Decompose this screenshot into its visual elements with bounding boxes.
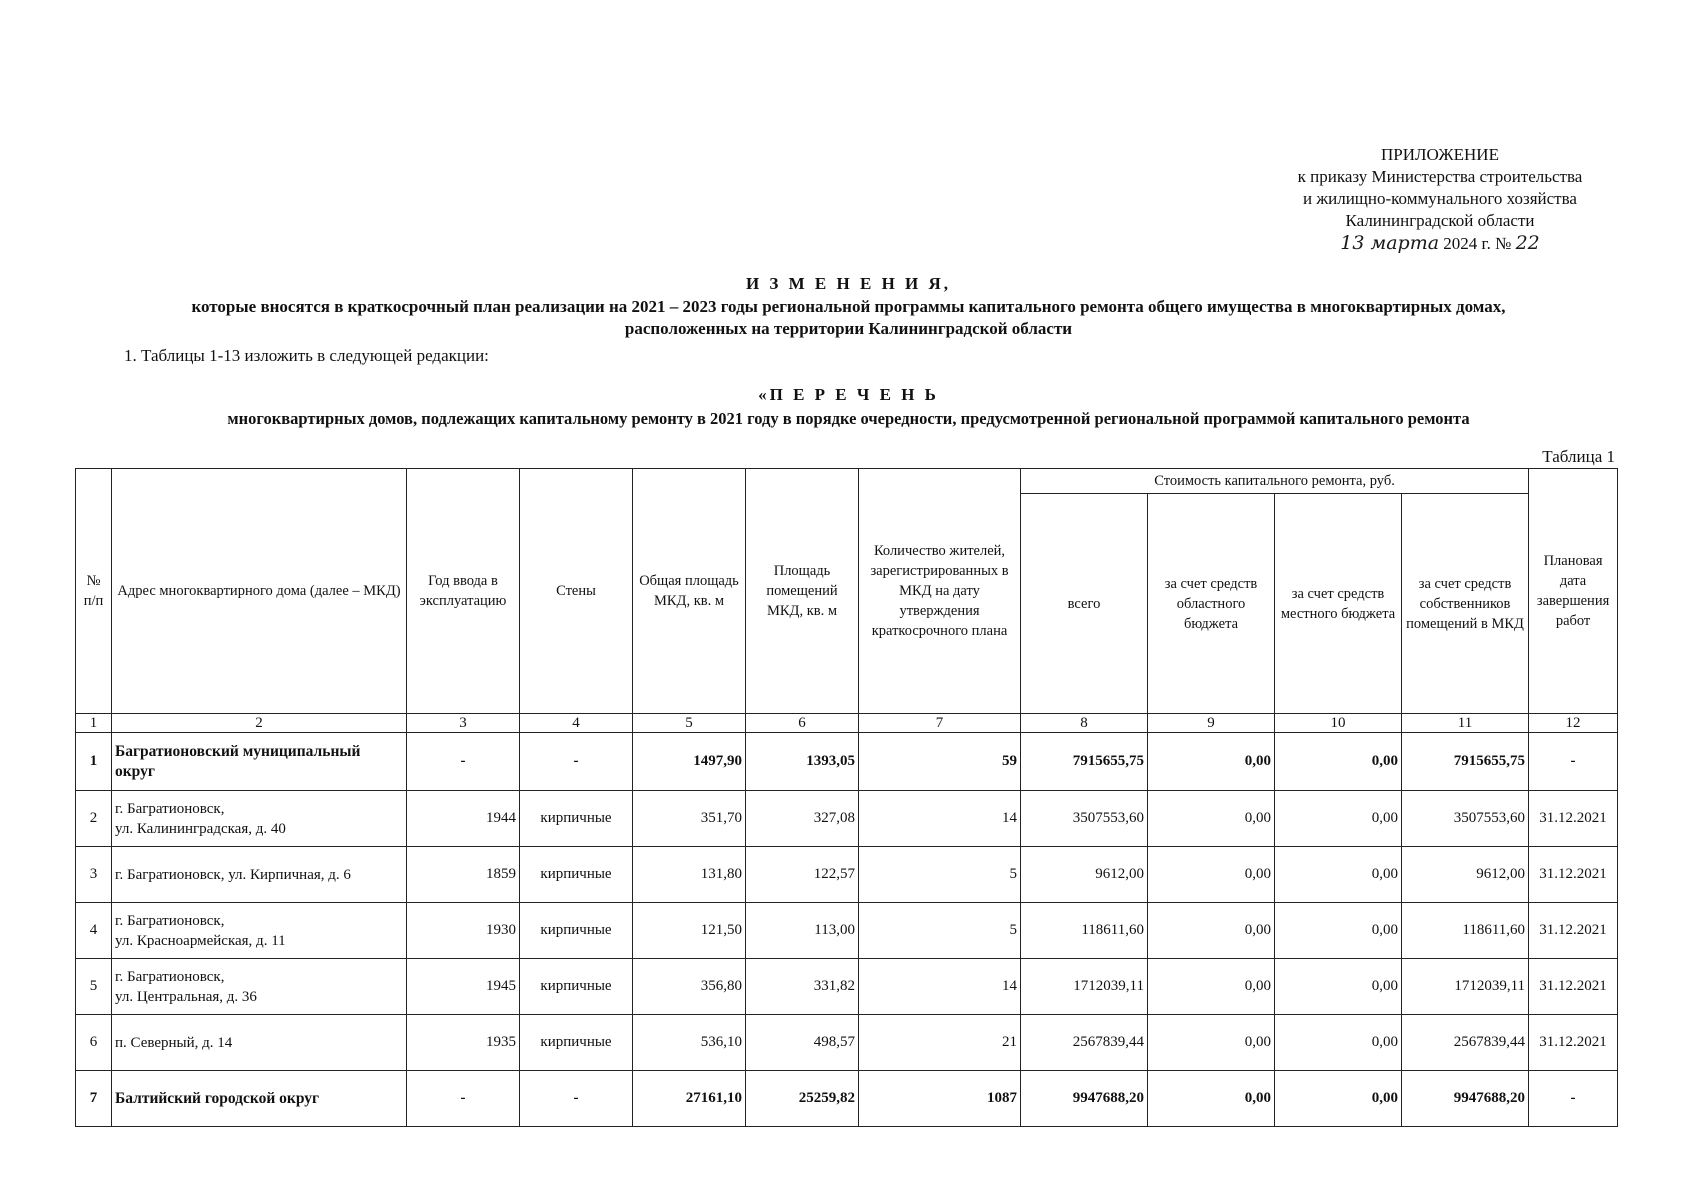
cell-year: 1944 — [407, 791, 520, 847]
cell-cost-regional: 0,00 — [1148, 1071, 1275, 1127]
appendix-line-1: к приказу Министерства строительства — [1297, 167, 1583, 186]
address-line-2: ул. Калининградская, д. 40 — [115, 820, 286, 837]
cell-completion-date: 31.12.2021 — [1529, 791, 1618, 847]
table-row — [76, 1015, 1618, 1071]
cell-address — [112, 1015, 407, 1071]
cell-cost-local: 0,00 — [1275, 959, 1402, 1015]
appendix-title: ПРИЛОЖЕНИЕ — [1381, 145, 1499, 164]
cell-num: 2 — [76, 791, 112, 847]
header-cost-group: Стоимость капитального ремонта, руб. — [1021, 469, 1529, 494]
cell-cost-regional: 0,00 — [1148, 847, 1275, 903]
cell-premises-area: 25259,82 — [746, 1071, 859, 1127]
cell-cost-local: 0,00 — [1275, 847, 1402, 903]
column-number: 1 — [76, 714, 112, 733]
cell-premises-area: 327,08 — [746, 791, 859, 847]
column-number: 7 — [859, 714, 1021, 733]
appendix-block — [1250, 144, 1630, 256]
cell-year: 1930 — [407, 903, 520, 959]
cell-cost-total: 7915655,75 — [1021, 733, 1148, 791]
column-number: 6 — [746, 714, 859, 733]
header-completion: Плановая дата завершения работ — [1529, 469, 1618, 714]
cell-total-area: 356,80 — [633, 959, 746, 1015]
cell-residents: 21 — [859, 1015, 1021, 1071]
cell-residents: 5 — [859, 903, 1021, 959]
header-cost-total: всего — [1021, 494, 1148, 714]
cell-total-area: 536,10 — [633, 1015, 746, 1071]
cell-cost-total: 1712039,11 — [1021, 959, 1148, 1015]
address-line-2: ул. Центральная, д. 36 — [115, 988, 257, 1005]
appendix-line-2: и жилищно-коммунального хозяйства — [1303, 189, 1577, 208]
cell-year: 1945 — [407, 959, 520, 1015]
column-number: 2 — [112, 714, 407, 733]
cell-num: 5 — [76, 959, 112, 1015]
cell-completion-date: 31.12.2021 — [1529, 1015, 1618, 1071]
cell-cost-total: 3507553,60 — [1021, 791, 1148, 847]
cell-year: - — [407, 733, 520, 791]
cell-residents: 14 — [859, 791, 1021, 847]
table-header-row-1 — [76, 469, 1618, 494]
address-line-2: ул. Красноармейская, д. 11 — [115, 932, 286, 949]
cell-cost-regional: 0,00 — [1148, 791, 1275, 847]
appendix-line-3: Калининградской области — [1345, 211, 1535, 230]
header-total-area: Общая площадь МКД, кв. м — [633, 469, 746, 714]
table-label: Таблица 1 — [1542, 447, 1615, 466]
cell-walls: кирпичные — [520, 1015, 633, 1071]
cell-year: 1859 — [407, 847, 520, 903]
cell-residents: 5 — [859, 847, 1021, 903]
cell-num: 6 — [76, 1015, 112, 1071]
cell-cost-local: 0,00 — [1275, 1071, 1402, 1127]
cell-cost-regional: 0,00 — [1148, 959, 1275, 1015]
cell-residents: 1087 — [859, 1071, 1021, 1127]
address-line-1: г. Багратионовск, — [115, 968, 225, 985]
cell-completion-date: - — [1529, 1071, 1618, 1127]
repair-table — [75, 468, 1618, 1127]
cell-premises-area: 1393,05 — [746, 733, 859, 791]
header-address: Адрес многоквартирного дома (далее – МКД) — [112, 469, 407, 714]
address-line-1: г. Багратионовск, — [115, 800, 225, 817]
cell-total-area: 27161,10 — [633, 1071, 746, 1127]
cell-year: - — [407, 1071, 520, 1127]
column-number: 5 — [633, 714, 746, 733]
header-residents: Количество жителей, зарегистрированных в МКД на дату утверждения краткосрочного плана — [859, 469, 1021, 714]
cell-cost-local: 0,00 — [1275, 1015, 1402, 1071]
cell-cost-total: 9612,00 — [1021, 847, 1148, 903]
order-date-handwritten: 13 марта — [1340, 232, 1440, 254]
cell-premises-area: 122,57 — [746, 847, 859, 903]
header-premises-area: Площадь помещений МКД, кв. м — [746, 469, 859, 714]
cell-completion-date: - — [1529, 733, 1618, 791]
cell-cost-owners: 7915655,75 — [1402, 733, 1529, 791]
address-line-1: п. Северный, д. 14 — [115, 1034, 233, 1051]
changes-subtitle — [60, 296, 1637, 340]
address-line-2: округ — [115, 762, 155, 780]
column-number: 12 — [1529, 714, 1618, 733]
cell-address — [112, 959, 407, 1015]
column-number: 11 — [1402, 714, 1529, 733]
column-numbers-row — [76, 714, 1618, 733]
cell-walls: - — [520, 733, 633, 791]
cell-total-area: 351,70 — [633, 791, 746, 847]
cell-cost-owners: 3507553,60 — [1402, 791, 1529, 847]
changes-subtitle-line-1: которые вносятся в краткосрочный план реализации на 2021 – 2023 годы региональной программы капитального ремонта общего имущества в многоквартирных домах, — [191, 297, 1506, 316]
cell-premises-area: 113,00 — [746, 903, 859, 959]
cell-total-area: 1497,90 — [633, 733, 746, 791]
cell-total-area: 121,50 — [633, 903, 746, 959]
cell-address — [112, 791, 407, 847]
cell-num: 4 — [76, 903, 112, 959]
header-year: Год ввода в эксплуатацию — [407, 469, 520, 714]
cell-cost-owners: 9947688,20 — [1402, 1071, 1529, 1127]
column-number: 8 — [1021, 714, 1148, 733]
cell-completion-date: 31.12.2021 — [1529, 959, 1618, 1015]
cell-walls: кирпичные — [520, 791, 633, 847]
address-line-1: Багратионовский муниципальный — [115, 742, 361, 760]
cell-residents: 59 — [859, 733, 1021, 791]
order-year-text: 2024 г. № — [1443, 234, 1512, 253]
cell-num: 1 — [76, 733, 112, 791]
cell-cost-total: 118611,60 — [1021, 903, 1148, 959]
order-date-line — [1250, 232, 1630, 256]
cell-cost-owners: 1712039,11 — [1402, 959, 1529, 1015]
cell-address — [112, 1071, 407, 1127]
changes-title: И З М Е Н Е Н И Я, — [745, 274, 952, 293]
cell-residents: 14 — [859, 959, 1021, 1015]
table-row — [76, 1071, 1618, 1127]
cell-address — [112, 733, 407, 791]
table-row — [76, 959, 1618, 1015]
table-row — [76, 791, 1618, 847]
table-row — [76, 847, 1618, 903]
list-title: «П Е Р Е Ч Е Н Ь — [758, 385, 939, 404]
changes-subtitle-line-2: расположенных на территории Калининградской области — [624, 319, 1073, 338]
cell-completion-date: 31.12.2021 — [1529, 847, 1618, 903]
cell-walls: кирпичные — [520, 847, 633, 903]
cell-total-area: 131,80 — [633, 847, 746, 903]
intro-paragraph: 1. Таблицы 1-13 изложить в следующей редакции: — [124, 346, 489, 365]
cell-premises-area: 331,82 — [746, 959, 859, 1015]
column-number: 3 — [407, 714, 520, 733]
cell-cost-regional: 0,00 — [1148, 733, 1275, 791]
cell-cost-regional: 0,00 — [1148, 1015, 1275, 1071]
column-number: 4 — [520, 714, 633, 733]
cell-cost-owners: 2567839,44 — [1402, 1015, 1529, 1071]
table-row — [76, 903, 1618, 959]
table-row — [76, 733, 1618, 791]
cell-year: 1935 — [407, 1015, 520, 1071]
column-number: 10 — [1275, 714, 1402, 733]
cell-premises-area: 498,57 — [746, 1015, 859, 1071]
cell-cost-total: 2567839,44 — [1021, 1015, 1148, 1071]
header-cost-owners: за счет средств собственников помещений в МКД — [1402, 494, 1529, 714]
address-line-1: г. Багратионовск, — [115, 912, 225, 929]
address-line-1: Балтийский городской округ — [115, 1089, 320, 1107]
list-subtitle: многоквартирных домов, подлежащих капитальному ремонту в 2021 году в порядке очередности, предусмотренной региональной программой капитального ремонта — [227, 409, 1470, 428]
header-walls: Стены — [520, 469, 633, 714]
cell-completion-date: 31.12.2021 — [1529, 903, 1618, 959]
address-line-1: г. Багратионовск, ул. Кирпичная, д. 6 — [115, 866, 351, 883]
cell-address — [112, 847, 407, 903]
cell-walls: кирпичные — [520, 903, 633, 959]
cell-cost-regional: 0,00 — [1148, 903, 1275, 959]
cell-cost-local: 0,00 — [1275, 791, 1402, 847]
cell-cost-owners: 118611,60 — [1402, 903, 1529, 959]
header-num: № п/п — [76, 469, 112, 714]
cell-cost-local: 0,00 — [1275, 903, 1402, 959]
cell-num: 3 — [76, 847, 112, 903]
cell-cost-local: 0,00 — [1275, 733, 1402, 791]
order-number-handwritten: 22 — [1515, 232, 1540, 254]
cell-walls: - — [520, 1071, 633, 1127]
cell-cost-total: 9947688,20 — [1021, 1071, 1148, 1127]
header-cost-local: за счет средств местного бюджета — [1275, 494, 1402, 714]
cell-num: 7 — [76, 1071, 112, 1127]
header-cost-regional: за счет средств областного бюджета — [1148, 494, 1275, 714]
cell-walls: кирпичные — [520, 959, 633, 1015]
column-number: 9 — [1148, 714, 1275, 733]
cell-address — [112, 903, 407, 959]
cell-cost-owners: 9612,00 — [1402, 847, 1529, 903]
